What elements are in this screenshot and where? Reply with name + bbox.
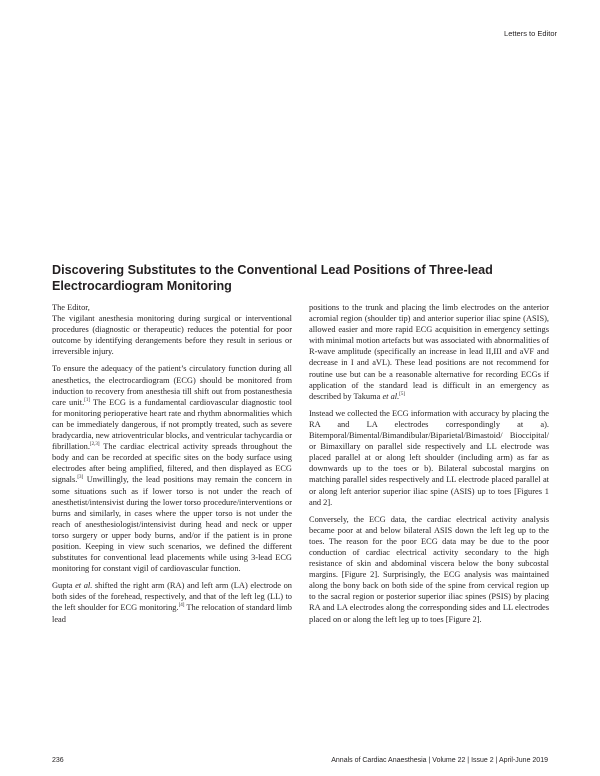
left-column [52, 302, 292, 631]
citation-ref: [1] [84, 397, 91, 403]
text-segment: The ECG is a fundamental cardiovascular diagnostic tool for monitoring perioperative heart rate and rhythm abnormalities which can be immediately dangerous, if not promptly treated, such as severe bradycardia, new atrioventricular blocks, and ventricular tachycardia or fibrillation. [52, 397, 292, 452]
citation-ref: [2,3] [89, 442, 100, 448]
text-segment: To ensure the adequacy of the patient’s circulatory function during all anesthetics, the electrocardiogram (ECG) should be monitored from induction to recovery from anesthesia till shift out from postanesthesia care unit. [52, 364, 292, 407]
et-al: et al. [382, 391, 400, 401]
text-segment: The cardiac electrical activity spreads throughout the body and can be recorded at specific sites on the body surface using electrodes after being amplified, filtered, and then displayed as ECG signals. [52, 442, 292, 485]
et-al: et al. [75, 581, 93, 591]
paragraph-relocation [309, 302, 549, 402]
paragraph-results: Conversely, the ECG data, the cardiac electrical activity analysis became poor at and below bilateral ASIS down the left leg up to the toes. The reason for the poor ECG data may be due to the poor conduction of cardiac electrical activity secondary to the high resistance of skin and abdominal viscera below the bony subcostal margins. [Figure 2]. Surprisingly, the ECG analysis was maintained along the bony back on both side of the spine from cervical region up to the sacral region or posterior superior iliac spines (PSIS) by placing RA and LA electrodes along the corresponding sides and LL electrodes placed on or along the left leg up to toes [Figure 2]. [309, 514, 549, 624]
citation-ref: [3] [77, 475, 84, 481]
paragraph-method: Instead we collected the ECG information with accuracy by placing the RA and LA electrodes correspondingly at a). Bitemporal/Bimental/Bimandibular/Biparietal/Bimastoid/ Bioccipital/ or Bimaxillary on parallel side respectively and LL electrode was placed parallel at or along left shoulder (including arm) as far as downwards up to the toes or b). Bilateral subcostal margins on matching parallel sides respectively and LL electrode placed parallel at or along left anterior superior iliac spine (ASIS) up to toes [Figures 1 and 2]. [309, 408, 549, 507]
paragraph-gupta [52, 580, 292, 624]
text-segment: shifted the right arm (RA) and left arm (LA) electrode on both sides of the forehead, respectively, and that of the left leg (LL) to the left shoulder for ECG monitoring. [52, 581, 292, 613]
right-column [309, 302, 549, 631]
citation-ref: [4] [178, 603, 185, 609]
text-segment: The relocation of standard limb lead [52, 603, 292, 624]
page-number: 236 [52, 757, 64, 764]
article-title: Discovering Substitutes to the Conventional Lead Positions of Three-lead Electrocardiogram Monitoring [52, 263, 493, 293]
text-segment: Gupta [52, 581, 76, 591]
text-segment: Unwillingly, the lead positions may remain the concern in some situations such as if lower torso is not under the reach of anesthetist/intensivist during the lower torso procedure/interventions or burns and similarly, in cases where the upper torso is not under the reach of anesthesiologist/intensivist during head and neck or upper torso surgery or upper body burns, and/or if the patient is in prone position. Keeping in view such scenarios, we defined the different substitutes for conventional lead placements while using 3-lead ECG monitoring for constant vigil of cardiovascular function. [52, 475, 292, 574]
journal-info: Annals of Cardiac Anaesthesia | Volume 22 | Issue 2 | April-June 2019 [331, 757, 548, 764]
citation-ref: [5] [399, 391, 406, 397]
salutation: The Editor, [52, 303, 90, 312]
paragraph-ecg-adequacy [52, 363, 292, 574]
text-segment: positions to the trunk and placing the limb electrodes on the anterior acromial region (shoulder tip) and anterior superior iliac spine (ASIS), allowed easier and more rapid ECG acquisition in emergency settings with minimal motion artefacts but was associated with abnormalities of R-wave amplitude (specifically an increase in lead II,III and aVF and decrease in I and aVL). These lead positions are not recommend for routine use but can be a reasonable alternative for recording ECGs if application of the standard lead is difficult in an emergency as described by Takuma [309, 303, 549, 401]
paragraph-intro: The vigilant anesthesia monitoring during surgical or interventional procedures (diagnostic or therapeutic) reduces the potential for poor outcome by identifying derangements before they result in serious or irreversible injury. [52, 314, 292, 357]
section-label: Letters to Editor [504, 29, 557, 38]
